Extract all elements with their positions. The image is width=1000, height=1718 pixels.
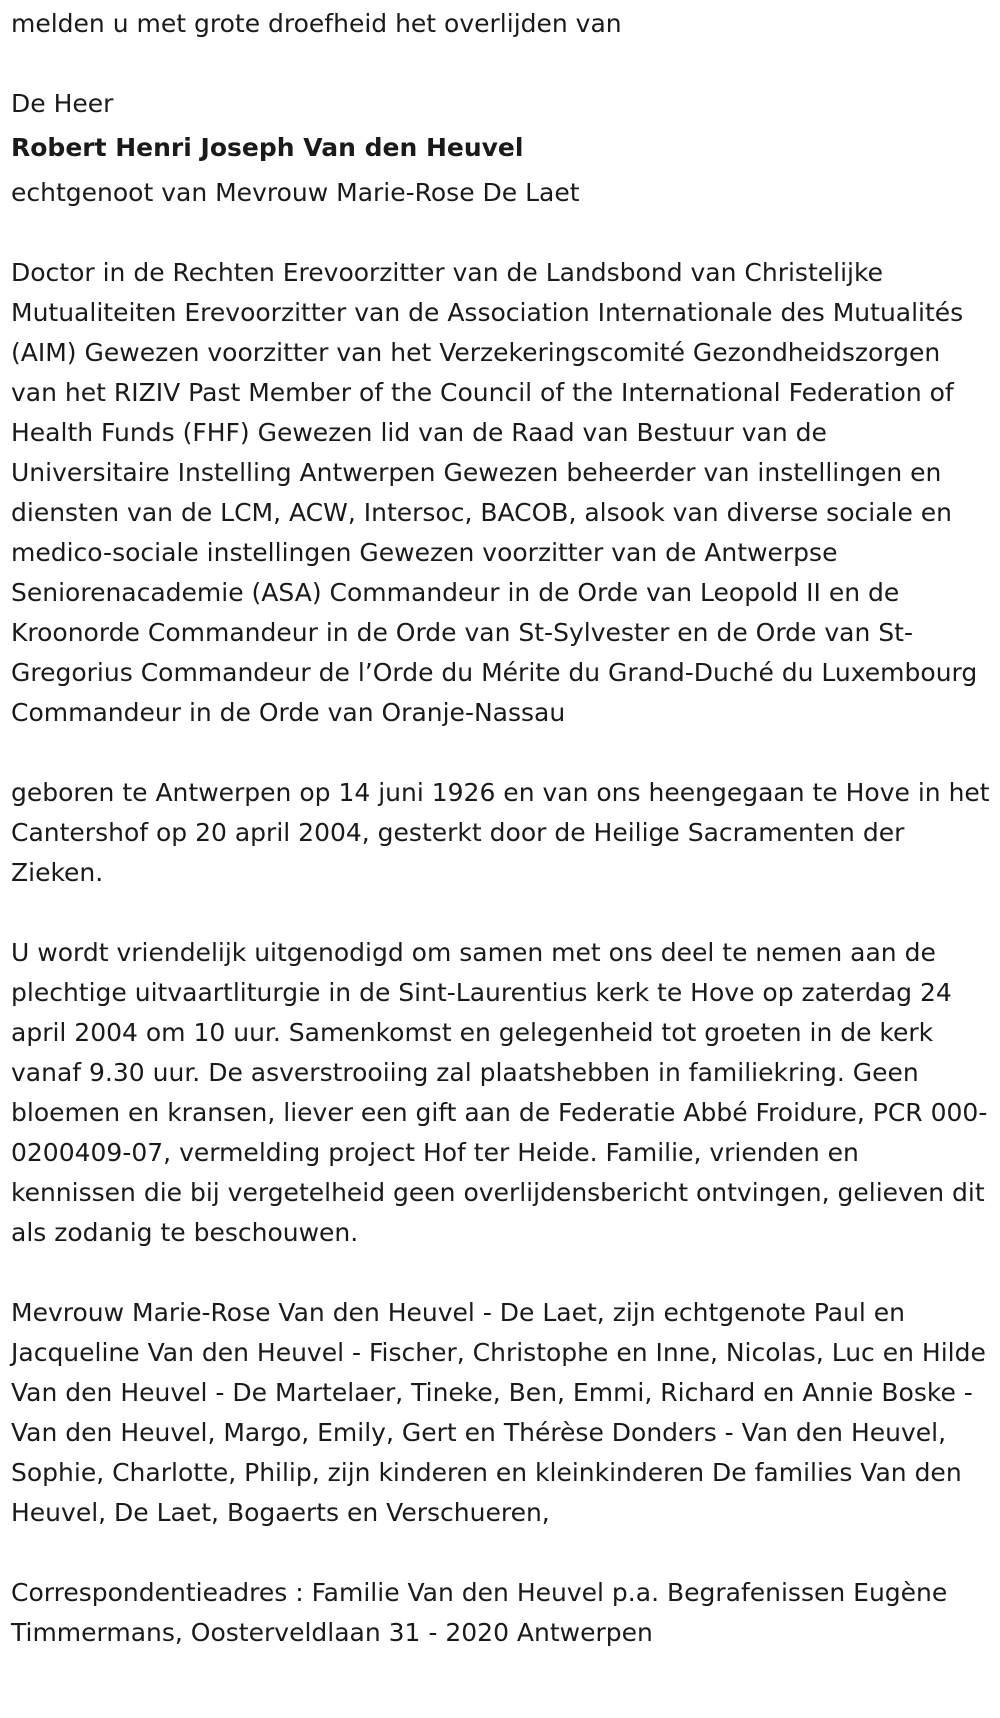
spacer (11, 733, 990, 773)
spacer (11, 1533, 990, 1573)
spacer (11, 893, 990, 933)
family-paragraph: Mevrouw Marie-Rose Van den Heuvel - De Laet, zijn echtgenote Paul en Jacqueline Van den Heuvel - Fischer, Christophe en Inne, Nicolas, Luc en Hilde Van den Heuvel - De Martelaer, Tineke, Ben, Emmi, Richard en Annie Boske - Van den Heuvel, Margo, Emily, Gert en Thérèse Donders - Van den Heuvel, Sophie, Charlotte, Philip, zijn kinderen en kleinkinderen De families Van den Heuvel, De Laet, Bogaerts en Verschueren, (11, 1298, 986, 1527)
intro-text: melden u met grote droefheid het overlijden van (11, 9, 622, 38)
spouse-line: echtgenoot van Mevrouw Marie-Rose De Laet (11, 178, 580, 207)
deceased-name: Robert Henri Joseph Van den Heuvel (11, 133, 524, 162)
spacer (11, 44, 990, 84)
spacer (11, 1253, 990, 1293)
spacer (11, 213, 990, 253)
birth-death-paragraph: geboren te Antwerpen op 14 juni 1926 en van ons heengegaan te Hove in het Cantershof op 20 april 2004, gesterkt door de Heilige Sacramenten der Zieken. (11, 778, 990, 887)
ceremony-paragraph: U wordt vriendelijk uitgenodigd om samen met ons deel te nemen aan de plechtige uitvaartliturgie in de Sint-Laurentius kerk te Hove op zaterdag 24 april 2004 om 10 uur. Samenkomst en gelegenheid tot groeten in de kerk vanaf 9.30 uur. De asverstrooiing zal plaatshebben in familiekring. Geen bloemen en kransen, liever een gift aan de Federatie Abbé Froidure, PCR 000-0200409-07, vermelding project Hof ter Heide. Familie, vrienden en kennissen die bij vergetelheid geen overlijdensbericht ontvingen, gelieven dit als zodanig te beschouwen. (11, 938, 988, 1247)
salutation: De Heer (11, 89, 114, 118)
correspondence-address: Correspondentieadres : Familie Van den Heuvel p.a. Begrafenissen Eugène Timmermans, Oosterveldlaan 31 - 2020 Antwerpen (11, 1578, 948, 1647)
titles-paragraph: Doctor in de Rechten Erevoorzitter van de Landsbond van Christelijke Mutualiteiten Erevoorzitter van de Association Internationale des Mutualités (AIM) Gewezen voorzitter van het Verzekeringscomité Gezondheidszorgen van het RIZIV Past Member of the Council of the International Federation of Health Funds (FHF) Gewezen lid van de Raad van Bestuur van de Universitaire Instelling Antwerpen Gewezen beheerder van instellingen en diensten van de LCM, ACW, Intersoc, BACOB, alsook van diverse sociale en medico-sociale instellingen Gewezen voorzitter van de Antwerpse Seniorenacademie (ASA) Commandeur in de Orde van Leopold II en de Kroonorde Commandeur in de Orde van St-Sylvester en de Orde van St-Gregorius Commandeur de l’Orde du Mérite du Grand-Duché du Luxembourg Commandeur in de Orde van Oranje-Nassau (11, 258, 978, 727)
